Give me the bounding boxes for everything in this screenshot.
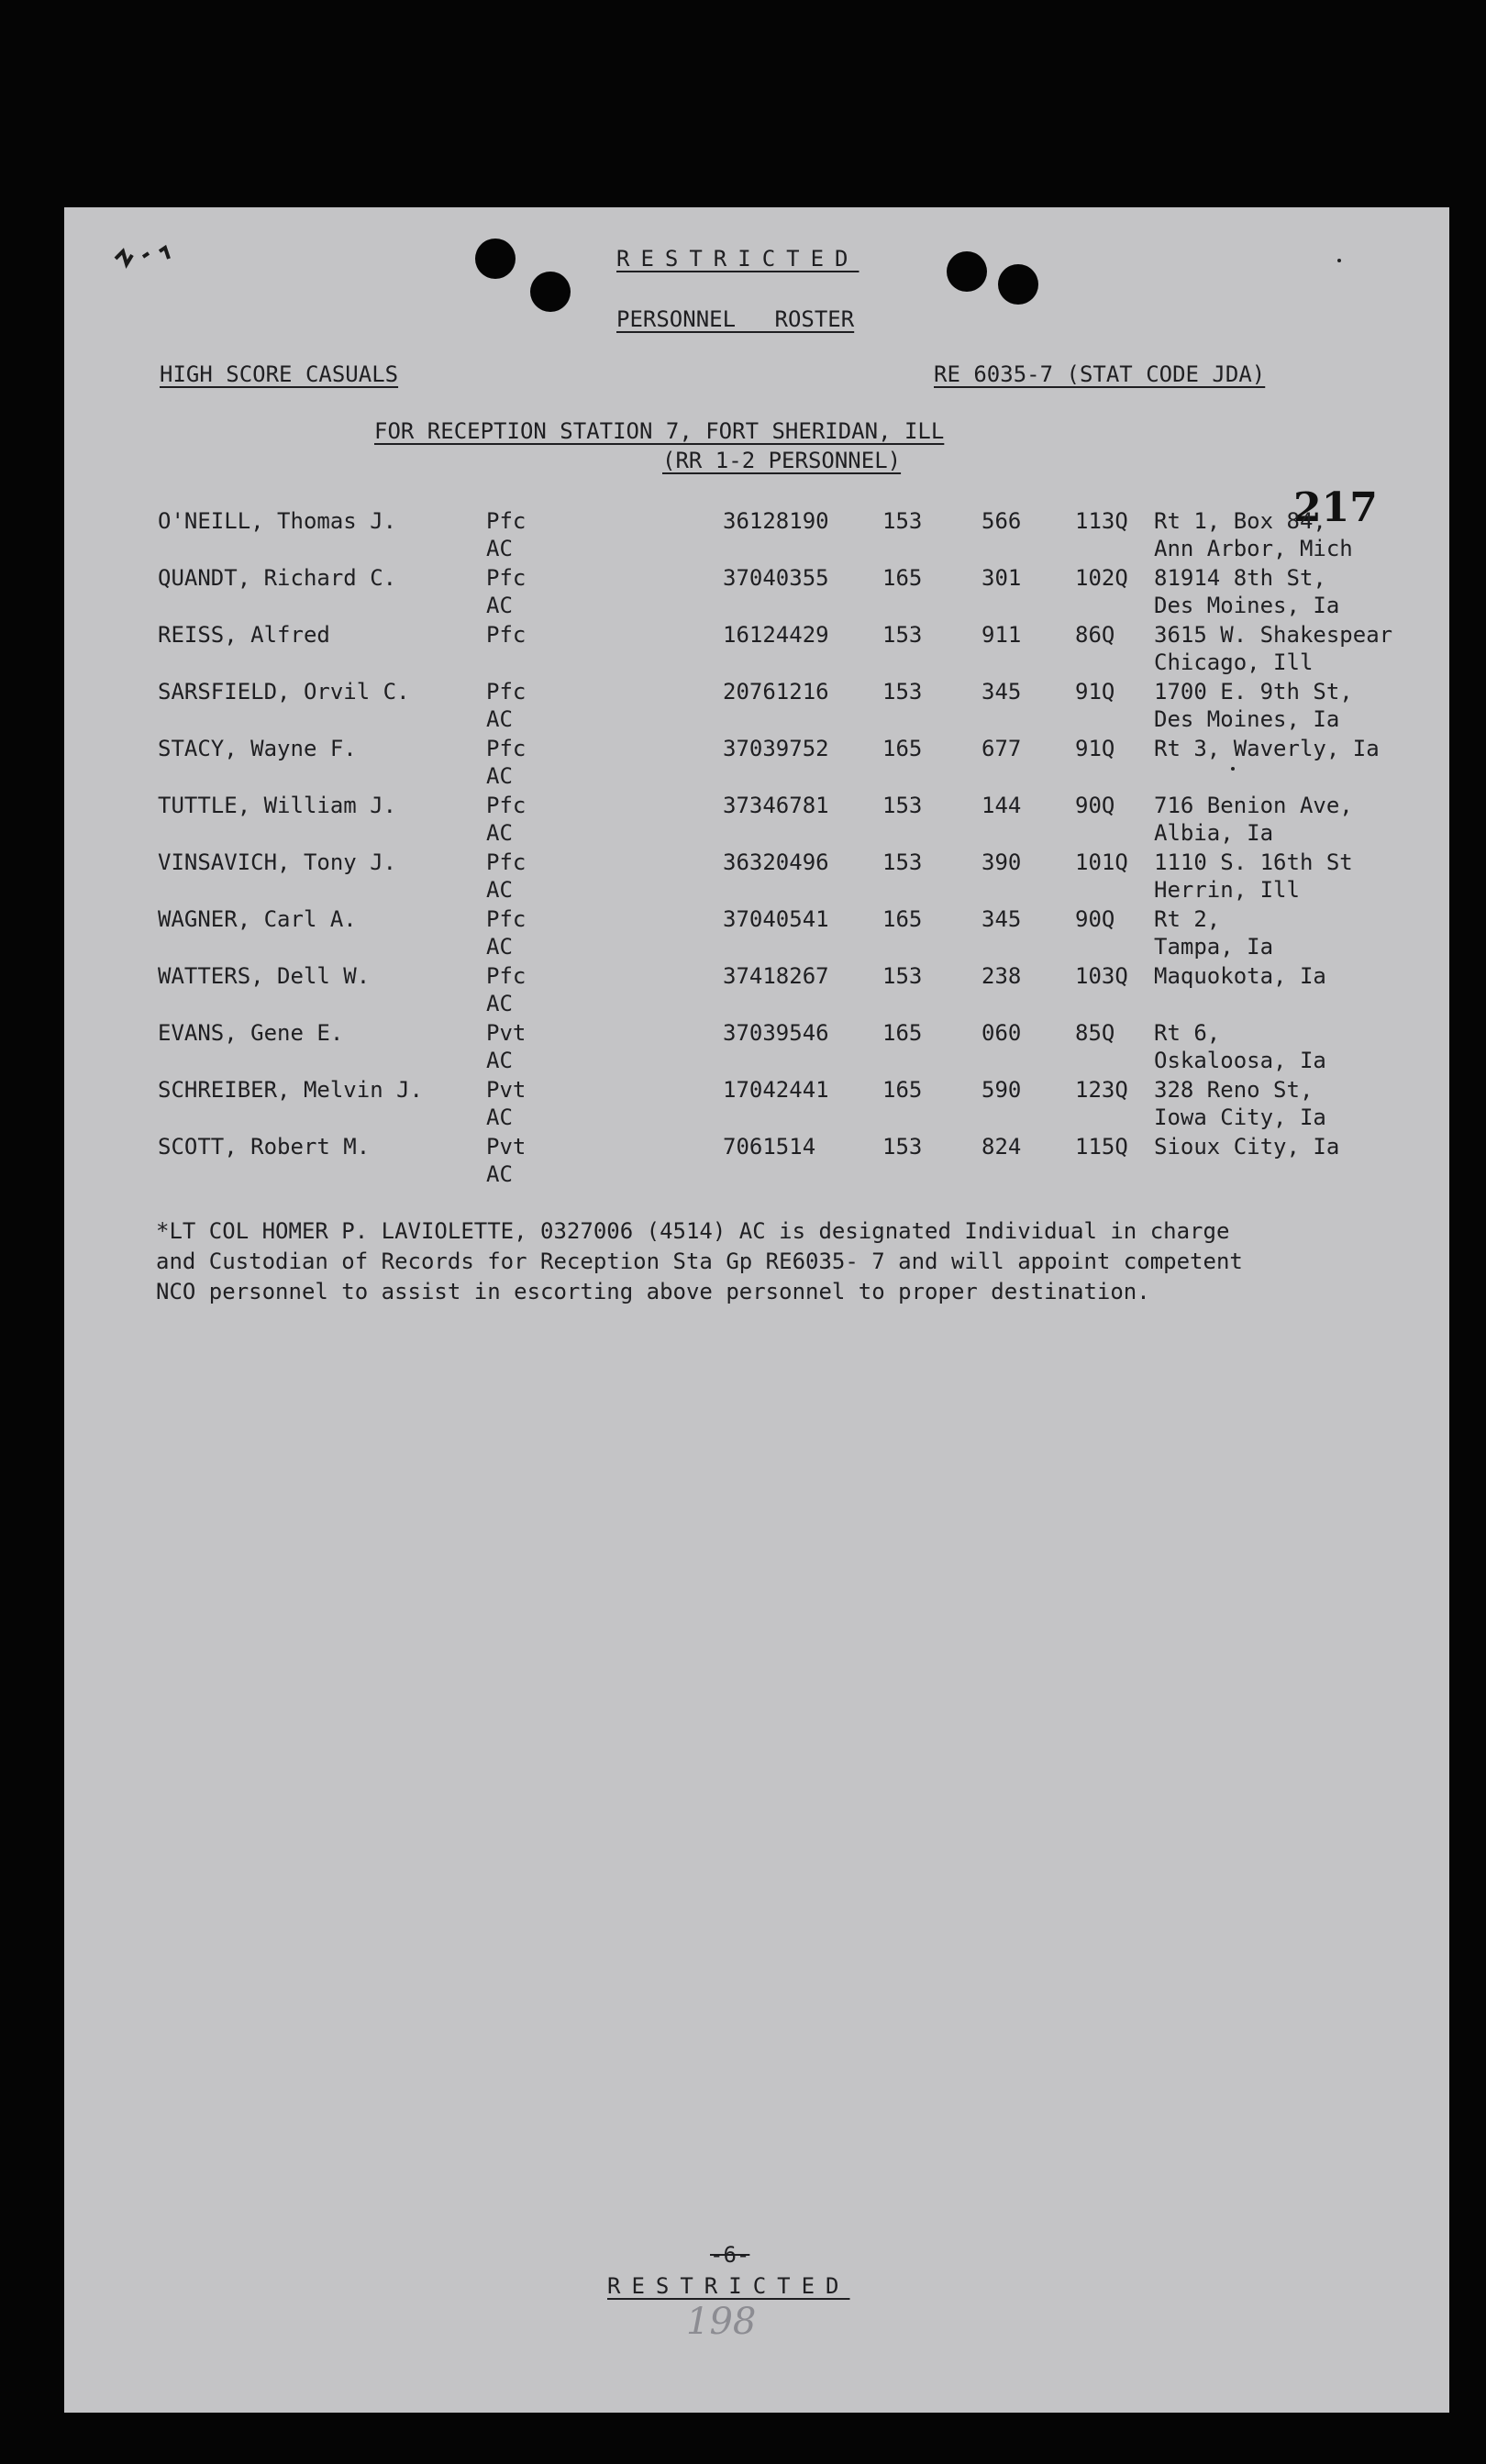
score: 85Q	[1075, 1020, 1115, 1046]
paper-speck	[1337, 259, 1341, 262]
code-b: 060	[981, 1020, 1022, 1046]
branch: AC	[486, 1104, 513, 1130]
code-a: 153	[882, 508, 923, 534]
score: 101Q	[1075, 849, 1128, 875]
soldier-name: SCOTT, Robert M.	[158, 1134, 371, 1160]
branch: AC	[486, 991, 513, 1016]
soldier-name: VINSAVICH, Tony J.	[158, 849, 397, 875]
code-a: 153	[882, 1134, 923, 1160]
code-b: 144	[981, 793, 1022, 818]
branch: AC	[486, 820, 513, 846]
soldier-name: O'NEILL, Thomas J.	[158, 508, 397, 534]
punch-hole-right-1	[947, 251, 987, 292]
roster-title: PERSONNEL ROSTER	[616, 306, 855, 332]
serial-number: 37040541	[723, 906, 829, 932]
code-a: 153	[882, 849, 923, 875]
score: 103Q	[1075, 963, 1128, 989]
branch: AC	[486, 1048, 513, 1073]
code-a: 153	[882, 793, 923, 818]
table-row	[158, 787, 1433, 844]
address-line-1: Maquokota, Ia	[1154, 963, 1326, 989]
rank: Pfc	[486, 849, 527, 875]
soldier-name: SARSFIELD, Orvil C.	[158, 679, 410, 705]
code-b: 824	[981, 1134, 1022, 1160]
page-number: 217	[1293, 484, 1378, 531]
score: 91Q	[1075, 736, 1115, 761]
serial-number: 36128190	[723, 508, 829, 534]
code-a: 153	[882, 679, 923, 705]
soldier-name: SCHREIBER, Melvin J.	[158, 1077, 423, 1103]
punch-hole-right-2	[998, 264, 1038, 305]
address-line-1: 716 Benion Ave,	[1154, 793, 1353, 818]
custodian-note: *LT COL HOMER P. LAVIOLETTE, 0327006 (4514) AC is designated Individual in charge and Custodian of Records for Reception Sta Gp RE6035- 7 and will appoint competent NCO personnel to assist in escorting above personnel to proper destination.	[156, 1218, 1243, 1304]
serial-number: 36320496	[723, 849, 829, 875]
score: 91Q	[1075, 679, 1115, 705]
branch: AC	[486, 536, 513, 561]
branch: AC	[486, 877, 513, 903]
score: 102Q	[1075, 565, 1128, 591]
rank: Pfc	[486, 565, 527, 591]
soldier-name: WATTERS, Dell W.	[158, 963, 371, 989]
code-b: 345	[981, 906, 1022, 932]
code-a: 165	[882, 906, 923, 932]
address-line-1: 81914 8th St,	[1154, 565, 1326, 591]
soldier-name: WAGNER, Carl A.	[158, 906, 357, 932]
address-line-1: 328 Reno St,	[1154, 1077, 1314, 1103]
rank: Pvt	[486, 1077, 527, 1103]
soldier-name: TUTTLE, William J.	[158, 793, 397, 818]
code-b: 390	[981, 849, 1022, 875]
address-line-2: Des Moines, Ia	[1154, 706, 1340, 732]
rank: Pfc	[486, 793, 527, 818]
serial-number: 16124429	[723, 622, 829, 648]
code-a: 165	[882, 565, 923, 591]
address-line-2: Iowa City, Ia	[1154, 1104, 1326, 1130]
soldier-name: STACY, Wayne F.	[158, 736, 357, 761]
score: 86Q	[1075, 622, 1115, 648]
code-b: 590	[981, 1077, 1022, 1103]
address-line-1: 1700 E. 9th St,	[1154, 679, 1353, 705]
code-a: 153	[882, 963, 923, 989]
code-b: 911	[981, 622, 1022, 648]
code-a: 165	[882, 736, 923, 761]
address-line-2: Albia, Ia	[1154, 820, 1274, 846]
score: 90Q	[1075, 906, 1115, 932]
code-b: 677	[981, 736, 1022, 761]
branch: AC	[486, 763, 513, 789]
address-line-1: Rt 1, Box 84,	[1154, 508, 1326, 534]
serial-number: 37040355	[723, 565, 829, 591]
ink-smudge-mark	[112, 242, 194, 270]
address-line-2: Tampa, Ia	[1154, 934, 1274, 960]
code-a: 165	[882, 1077, 923, 1103]
rank: Pfc	[486, 963, 527, 989]
table-row	[158, 958, 1433, 1015]
address-line-1: 1110 S. 16th St	[1154, 849, 1353, 875]
rank: Pfc	[486, 622, 527, 648]
soldier-name: EVANS, Gene E.	[158, 1020, 344, 1046]
branch: AC	[486, 1161, 513, 1187]
code-b: 345	[981, 679, 1022, 705]
code-b: 301	[981, 565, 1022, 591]
rank: Pvt	[486, 1134, 527, 1160]
code-a: 165	[882, 1020, 923, 1046]
score: 90Q	[1075, 793, 1115, 818]
personnel-category: (RR 1-2 PERSONNEL)	[662, 448, 902, 473]
punch-hole-left-1	[475, 239, 516, 279]
serial-number: 37418267	[723, 963, 829, 989]
table-row	[158, 673, 1433, 730]
footer-page-reference: -6-	[710, 2242, 750, 2268]
serial-number: 37039752	[723, 736, 829, 761]
branch: AC	[486, 706, 513, 732]
table-row	[158, 1015, 1433, 1071]
table-row	[158, 503, 1433, 560]
classification-footer: RESTRICTED	[607, 2273, 850, 2299]
handwritten-number: 198	[686, 2301, 757, 2343]
score: 115Q	[1075, 1134, 1128, 1160]
rank: Pvt	[486, 1020, 527, 1046]
personnel-roster-table	[158, 503, 1433, 1185]
table-row	[158, 1071, 1433, 1128]
score: 113Q	[1075, 508, 1128, 534]
rank: Pfc	[486, 736, 527, 761]
address-line-1: 3615 W. Shakespear	[1154, 622, 1393, 648]
rank: Pfc	[486, 679, 527, 705]
punch-hole-left-2	[530, 272, 571, 312]
table-row	[158, 1128, 1433, 1185]
address-line-1: Rt 3, Waverly, Ia	[1154, 736, 1380, 761]
code-b: 238	[981, 963, 1022, 989]
table-row	[158, 730, 1433, 787]
code-a: 153	[882, 622, 923, 648]
address-line-2: Des Moines, Ia	[1154, 593, 1340, 618]
stat-code-label: RE 6035-7 (STAT CODE JDA)	[934, 361, 1266, 387]
address-line-2: Ann Arbor, Mich	[1154, 536, 1353, 561]
address-line-1: Rt 6,	[1154, 1020, 1221, 1046]
serial-number: 37346781	[723, 793, 829, 818]
soldier-name: REISS, Alfred	[158, 622, 330, 648]
address-line-1: Sioux City, Ia	[1154, 1134, 1340, 1160]
serial-number: 17042441	[723, 1077, 829, 1103]
branch: AC	[486, 593, 513, 618]
casual-group-label: HIGH SCORE CASUALS	[160, 361, 399, 387]
soldier-name: QUANDT, Richard C.	[158, 565, 397, 591]
table-row	[158, 901, 1433, 958]
rank: Pfc	[486, 906, 527, 932]
address-line-1: Rt 2,	[1154, 906, 1221, 932]
serial-number: 7061514	[723, 1134, 816, 1160]
score: 123Q	[1075, 1077, 1128, 1103]
classification-header: RESTRICTED	[616, 246, 859, 272]
address-line-2: Chicago, Ill	[1154, 649, 1314, 675]
rank: Pfc	[486, 508, 527, 534]
address-line-2: Herrin, Ill	[1154, 877, 1300, 903]
address-line-2: Oskaloosa, Ia	[1154, 1048, 1326, 1073]
destination-heading: FOR RECEPTION STATION 7, FORT SHERIDAN, ILL	[374, 418, 945, 444]
table-row	[158, 844, 1433, 901]
code-b: 566	[981, 508, 1022, 534]
table-row	[158, 560, 1433, 616]
branch: AC	[486, 934, 513, 960]
document-page	[64, 207, 1449, 2413]
serial-number: 20761216	[723, 679, 829, 705]
table-row	[158, 616, 1433, 673]
serial-number: 37039546	[723, 1020, 829, 1046]
